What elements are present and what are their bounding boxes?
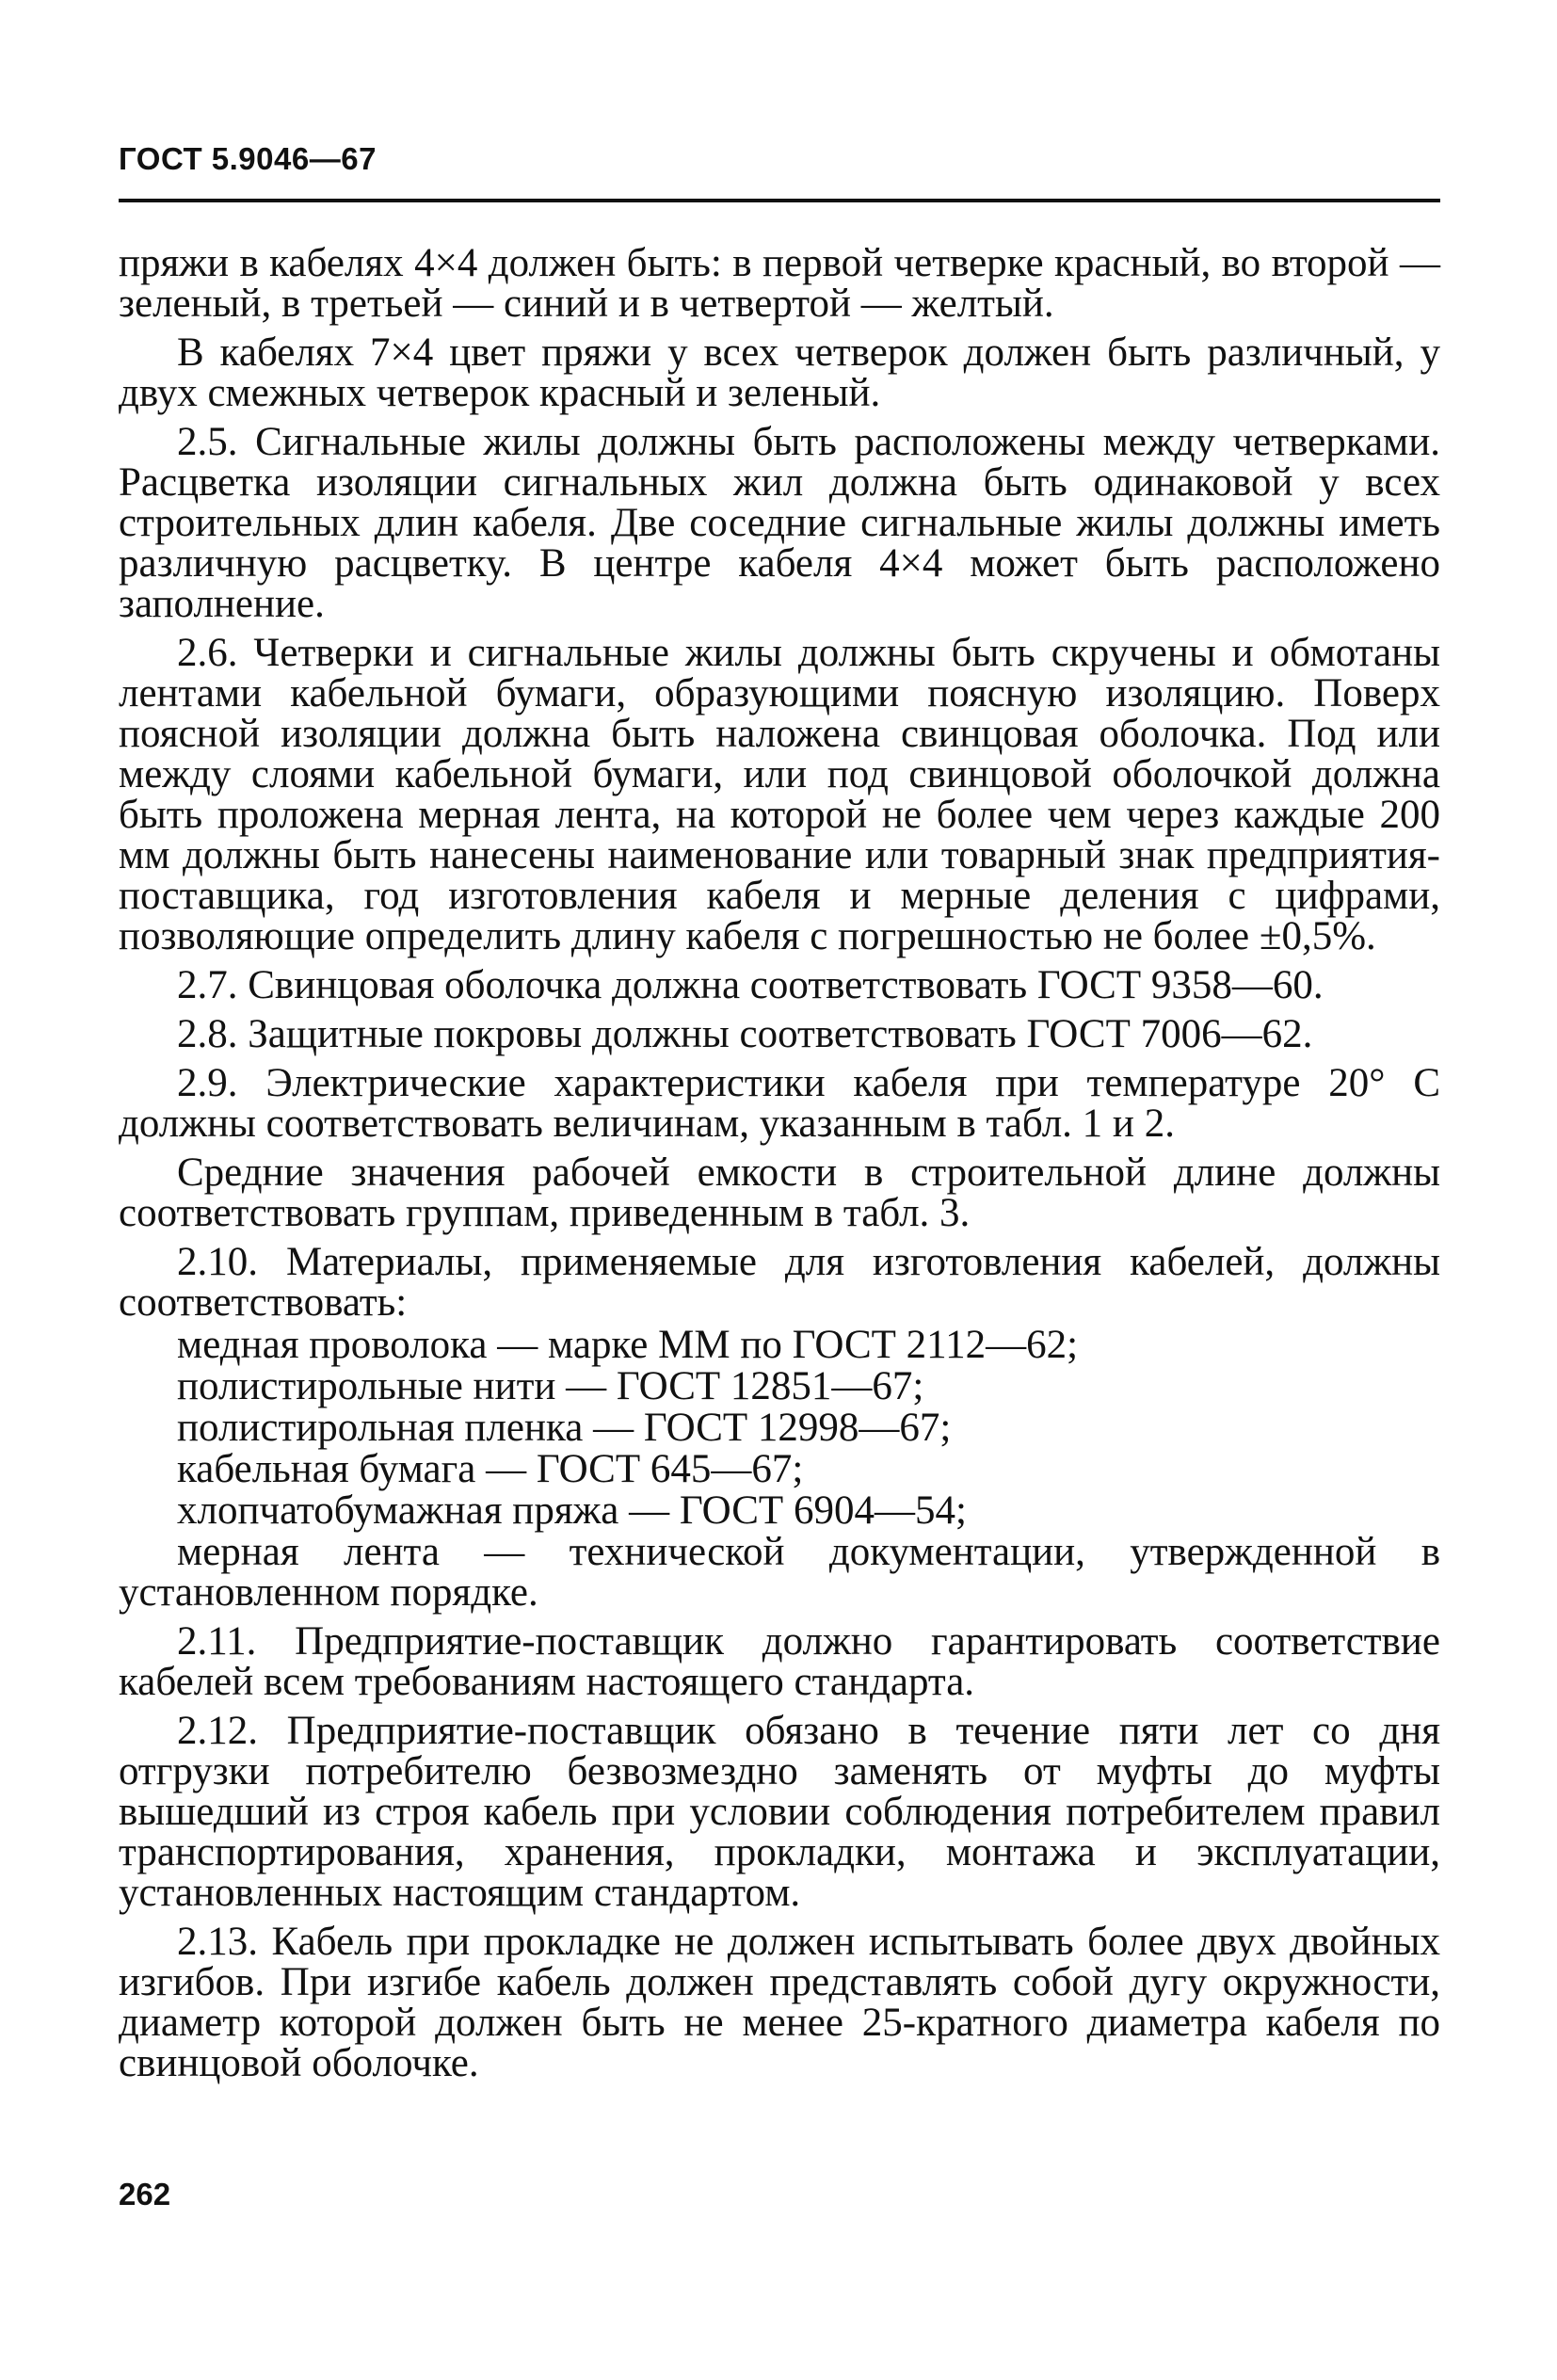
materials-list-item: медная проволока — марке ММ по ГОСТ 2112—62; (177, 1323, 1079, 1367)
paragraph-2-9: 2.9. Электрические характеристики кабеля при температуре 20° С должны соответствовать величинам, указанным в табл. 1 и 2. (119, 1061, 1440, 1146)
paragraph-continuation: пряжи в кабелях 4×4 должен быть: в первой четверке красный, во второй — зеленый, в третьей — синий и в четвертой — желтый. (119, 241, 1440, 326)
paragraph-average-capacitance: Средние значения рабочей емкости в строительной длине должны соответствовать группам, приведенным в табл. 3. (119, 1150, 1440, 1235)
paragraph-2-7: 2.7. Свинцовая оболочка должна соответствовать ГОСТ 9358—60. (177, 963, 1324, 1007)
paragraph-2-8: 2.8. Защитные покровы должны соответствовать ГОСТ 7006—62. (177, 1012, 1313, 1056)
paragraph-measuring-tape: мерная лента — технической документации, утвержденной в установленном порядке. (119, 1530, 1440, 1615)
materials-list (119, 1325, 1440, 1531)
paragraph-7x4-yarn: В кабелях 7×4 цвет пряжи у всех четверок должен быть различный, у двух смежных четверок красный и зеленый. (119, 330, 1440, 415)
materials-list-item: полистирольные нити — ГОСТ 12851—67; (177, 1364, 924, 1408)
paragraph-2-12: 2.12. Предприятие-поставщик обязано в течение пяти лет со дня отгрузки потребителю безвозмездно заменять от муфты до муфты вышедший из строя кабель при условии соблюдения потребителем правил транспортирования, хранения, прокладки, монтажа и эксплуатации, установленных настоящим стандартом. (119, 1709, 1440, 1915)
paragraph-2-10: 2.10. Материалы, применяемые для изготовления кабелей, должны соответствовать: (119, 1240, 1440, 1325)
paragraph-2-13: 2.13. Кабель при прокладке не должен испытывать более двух двойных изгибов. При изгибе кабель должен представлять собой дугу окружности, диаметр которой должен быть не менее 25-кратного диаметра кабеля по свинцовой оболочке. (119, 1920, 1440, 2085)
page-number: 262 (119, 2177, 171, 2211)
materials-list-item: полистирольная пленка — ГОСТ 12998—67; (177, 1406, 952, 1450)
document-header: ГОСТ 5.9046—67 (119, 141, 377, 176)
paragraph-2-6: 2.6. Четверки и сигнальные жилы должны быть скручены и обмотаны лентами кабельной бумаги, образующими поясную изоляцию. Поверх поясной изоляции должна быть наложена свинцовая оболочка. Под или между слоями кабельной бумаги, или под свинцовой оболочкой должна быть проложена мерная лента, на которой не более чем через каждые 200 мм должны быть нанесены наименование или товарный знак предприятия-поставщика, год изготовления кабеля и мерные деления с цифрами, позволяющие определить длину кабеля с погрешностью не более ±0,5%. (119, 631, 1440, 958)
document-body (119, 243, 1440, 2092)
header-rule (119, 199, 1440, 202)
paragraph-2-11: 2.11. Предприятие-поставщик должно гарантировать соответствие кабелей всем требованиям настоящего стандарта. (119, 1619, 1440, 1704)
materials-list-item: кабельная бумага — ГОСТ 645—67; (177, 1447, 804, 1491)
materials-list-item: хлопчатобумажная пряжа — ГОСТ 6904—54; (177, 1488, 967, 1533)
paragraph-2-5: 2.5. Сигнальные жилы должны быть расположены между четверками. Расцветка изоляции сигнальных жил должна быть одинаковой у всех строительных длин кабеля. Две соседние сигнальные жилы должны иметь различную расцветку. В центре кабеля 4×4 может быть расположено заполнение. (119, 420, 1440, 626)
